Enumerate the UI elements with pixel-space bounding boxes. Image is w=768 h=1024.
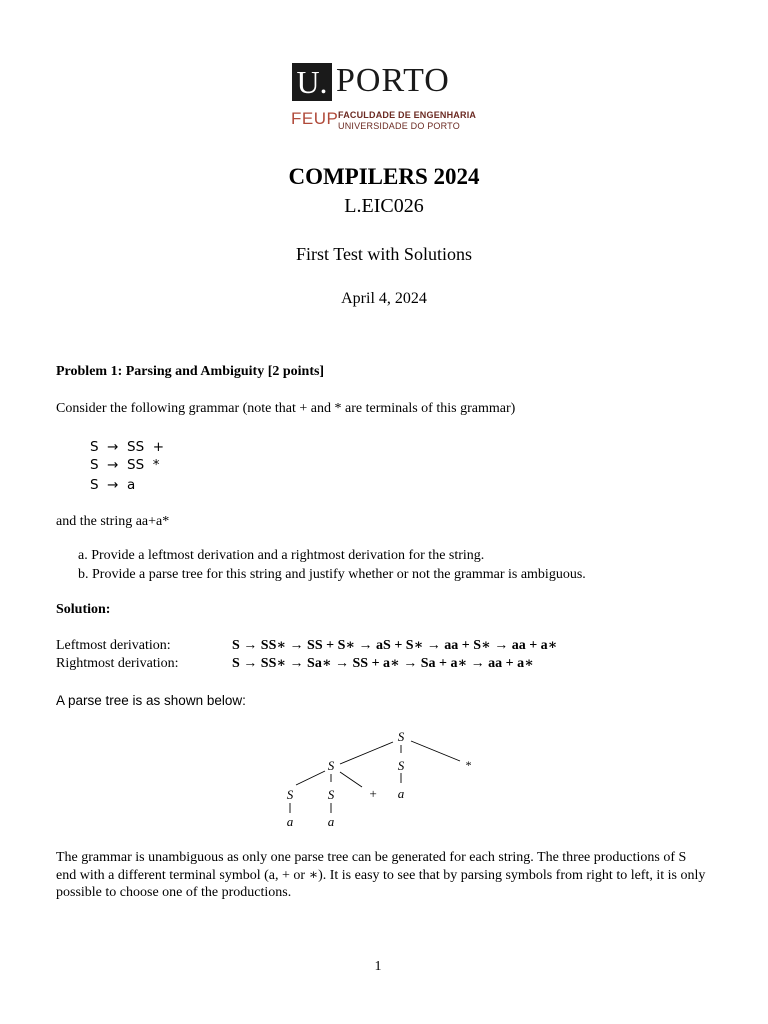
parse-tree <box>270 725 490 835</box>
tree-edge <box>340 772 362 787</box>
tree-node-star: * <box>465 758 471 772</box>
tree-node-lma: a <box>327 814 335 829</box>
tree-intro: A parse tree is as shown below: <box>56 693 246 708</box>
task-item-a: a. Provide a leftmost derivation and a rightmost derivation for the string. <box>78 548 485 563</box>
grammar-rule-3: S → a <box>90 477 136 493</box>
task-item-b: b. Provide a parse tree for this string and justify whether or not the grammar is ambiguous. <box>78 567 586 582</box>
solution-heading: Solution: <box>56 602 111 617</box>
tree-node-mid: S <box>397 758 405 773</box>
uporto-logo-box: U. <box>292 63 332 101</box>
grammar-rule-1: S → SS + <box>90 439 165 455</box>
feup-logo-line1: FACULDADE DE ENGENHARIA <box>338 110 477 120</box>
leftmost-derivation: S → SS∗ → SS + S∗ → aS + S∗ → aa + S∗ → aa + a∗ <box>232 638 558 653</box>
document-date: April 4, 2024 <box>341 290 427 307</box>
uporto-logo-word: PORTO <box>336 62 450 99</box>
document-title: COMPILERS 2024 <box>288 164 480 189</box>
tree-node-ll: S <box>286 787 294 802</box>
leftmost-label: Leftmost derivation: <box>56 638 171 653</box>
tree-node-root: S <box>397 729 405 744</box>
tree-edge <box>340 742 393 764</box>
problem-heading: Problem 1: Parsing and Ambiguity [2 points] <box>56 364 325 379</box>
feup-logo-line2: UNIVERSIDADE DO PORTO <box>338 121 460 131</box>
conclusion-paragraph: The grammar is unambiguous as only one parse tree can be generated for each string. The three productions of S end with a different terminal symbol (a, + or ∗). It is easy to see that by parsing symbols from right to left, it is only possible to choose one of the productions. <box>56 850 706 900</box>
rightmost-derivation: S → SS∗ → Sa∗ → SS + a∗ → Sa + a∗ → aa + a∗ <box>232 656 534 671</box>
document-subtitle: First Test with Solutions <box>296 244 472 264</box>
tree-node-lm: S <box>327 787 335 802</box>
grammar-rule-2: S → SS * <box>90 457 160 473</box>
rightmost-label: Rightmost derivation: <box>56 656 179 671</box>
course-code: L.EIC026 <box>344 195 424 217</box>
problem-intro: Consider the following grammar (note that + and * are terminals of this grammar) <box>56 401 516 416</box>
tree-node-lla: a <box>286 814 294 829</box>
tree-node-plus: + <box>368 786 378 801</box>
page-number: 1 <box>374 959 382 974</box>
feup-logo-abbr: FEUP <box>291 109 339 128</box>
tree-node-left: S <box>327 758 335 773</box>
string-line: and the string aa+a* <box>56 514 170 529</box>
tree-node-ra: a <box>397 786 405 801</box>
tree-edge <box>296 771 325 785</box>
tree-edge <box>411 741 460 761</box>
